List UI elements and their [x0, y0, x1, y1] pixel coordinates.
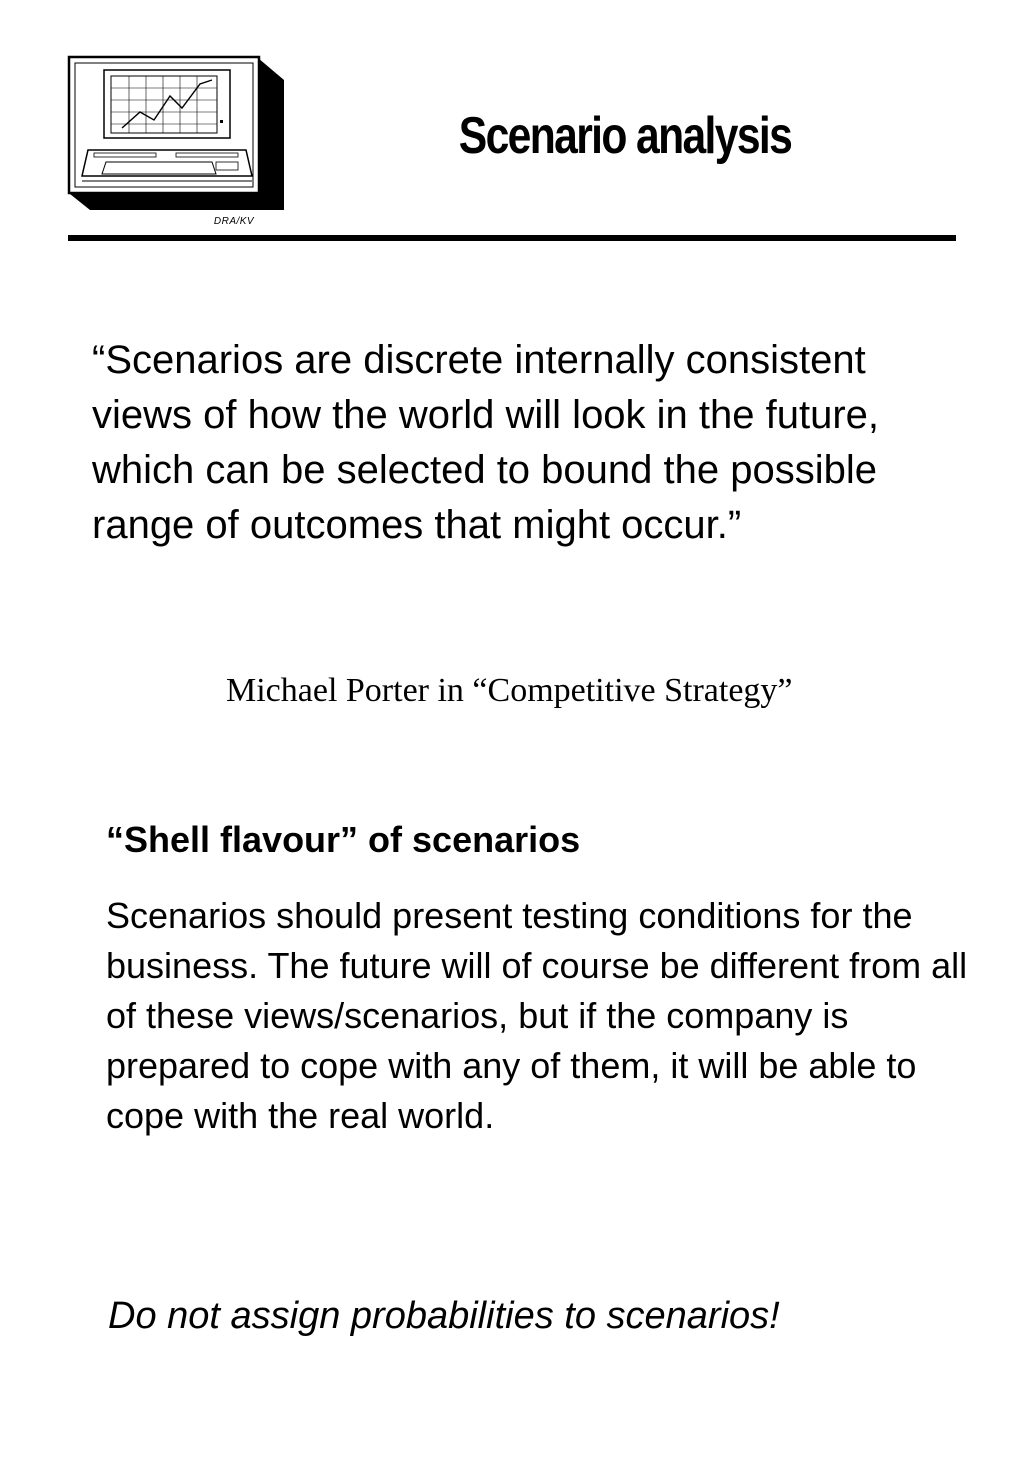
porter-quote: “Scenarios are discrete internally consistent views of how the world will look in the future, which can be selected to bound the possible range of outcomes that might occur.”	[92, 338, 880, 547]
probability-warning: Do not assign probabilities to scenarios!	[108, 1295, 780, 1337]
page-title: Scenario analysis	[458, 107, 792, 165]
quote-attribution: Michael Porter in “Competitive Strategy”	[226, 672, 793, 709]
shell-body-text: Scenarios should present testing conditions for the business. The future will of course be different from all of these views/scenarios, but if the company is prepared to cope with any of them, it will be able to cope with the real world.	[106, 895, 968, 1136]
shell-heading: “Shell flavour” of scenarios	[106, 819, 581, 860]
logo-caption: DRA/KV	[213, 216, 255, 227]
header-divider	[68, 235, 956, 241]
computer-logo-icon	[66, 54, 290, 227]
